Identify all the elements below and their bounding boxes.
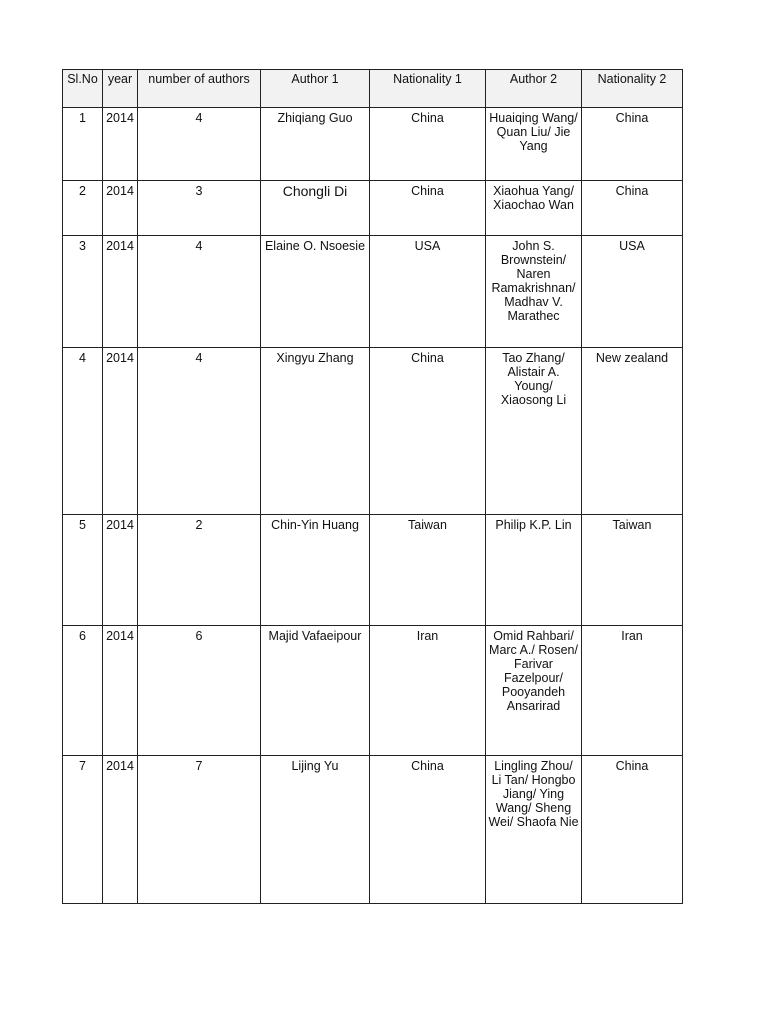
table-row <box>63 348 683 515</box>
cell-sl-no: 3 <box>63 236 103 348</box>
cell-sl-no: 5 <box>63 515 103 626</box>
cell-author-1: Xingyu Zhang <box>261 348 370 515</box>
cell-author-1: Majid Vafaeipour <box>261 626 370 756</box>
cell-number-of-authors: 2 <box>138 515 261 626</box>
authors-table <box>62 69 683 904</box>
cell-author-1: Elaine O. Nsoesie <box>261 236 370 348</box>
cell-nationality-1: China <box>370 108 486 181</box>
header-author-1: Author 1 <box>261 70 370 108</box>
cell-author-2: Tao Zhang/ Alistair A. Young/ Xiaosong Li <box>486 348 582 515</box>
cell-nationality-1: China <box>370 756 486 904</box>
cell-year: 2014 <box>103 348 138 515</box>
cell-nationality-2: Iran <box>582 626 683 756</box>
cell-author-1: Lijing Yu <box>261 756 370 904</box>
cell-nationality-1: USA <box>370 236 486 348</box>
cell-author-2: John S. Brownstein/ Naren Ramakrishnan/ Madhav V. Marathec <box>486 236 582 348</box>
table-row <box>63 515 683 626</box>
cell-number-of-authors: 4 <box>138 348 261 515</box>
cell-author-2: Xiaohua Yang/ Xiaochao Wan <box>486 181 582 236</box>
table-row <box>63 626 683 756</box>
header-nationality-1: Nationality 1 <box>370 70 486 108</box>
cell-year: 2014 <box>103 108 138 181</box>
cell-nationality-1: China <box>370 348 486 515</box>
table-row <box>63 181 683 236</box>
table-row <box>63 756 683 904</box>
cell-nationality-2: China <box>582 756 683 904</box>
header-author-2: Author 2 <box>486 70 582 108</box>
cell-author-2: Huaiqing Wang/ Quan Liu/ Jie Yang <box>486 108 582 181</box>
cell-nationality-1: China <box>370 181 486 236</box>
cell-year: 2014 <box>103 181 138 236</box>
cell-nationality-2: China <box>582 108 683 181</box>
cell-author-2: Omid Rahbari/ Marc A./ Rosen/ Farivar Fazelpour/ Pooyandeh Ansarirad <box>486 626 582 756</box>
table-row <box>63 108 683 181</box>
header-number-of-authors: number of authors <box>138 70 261 108</box>
table-header-row <box>63 70 683 108</box>
cell-sl-no: 6 <box>63 626 103 756</box>
cell-number-of-authors: 6 <box>138 626 261 756</box>
cell-sl-no: 2 <box>63 181 103 236</box>
cell-year: 2014 <box>103 236 138 348</box>
cell-year: 2014 <box>103 515 138 626</box>
cell-nationality-2: New zealand <box>582 348 683 515</box>
cell-number-of-authors: 4 <box>138 236 261 348</box>
cell-year: 2014 <box>103 756 138 904</box>
cell-nationality-1: Taiwan <box>370 515 486 626</box>
header-sl-no: Sl.No <box>63 70 103 108</box>
header-nationality-2: Nationality 2 <box>582 70 683 108</box>
cell-author-2: Philip K.P. Lin <box>486 515 582 626</box>
cell-nationality-2: Taiwan <box>582 515 683 626</box>
cell-sl-no: 1 <box>63 108 103 181</box>
cell-nationality-2: USA <box>582 236 683 348</box>
table-row <box>63 236 683 348</box>
header-year: year <box>103 70 138 108</box>
cell-nationality-2: China <box>582 181 683 236</box>
cell-year: 2014 <box>103 626 138 756</box>
cell-author-1: Zhiqiang Guo <box>261 108 370 181</box>
cell-number-of-authors: 3 <box>138 181 261 236</box>
cell-sl-no: 4 <box>63 348 103 515</box>
cell-author-2: Lingling Zhou/ Li Tan/ Hongbo Jiang/ Ying Wang/ Sheng Wei/ Shaofa Nie <box>486 756 582 904</box>
cell-author-1: Chongli Di <box>261 181 370 236</box>
cell-number-of-authors: 7 <box>138 756 261 904</box>
cell-number-of-authors: 4 <box>138 108 261 181</box>
cell-sl-no: 7 <box>63 756 103 904</box>
cell-author-1: Chin-Yin Huang <box>261 515 370 626</box>
cell-nationality-1: Iran <box>370 626 486 756</box>
